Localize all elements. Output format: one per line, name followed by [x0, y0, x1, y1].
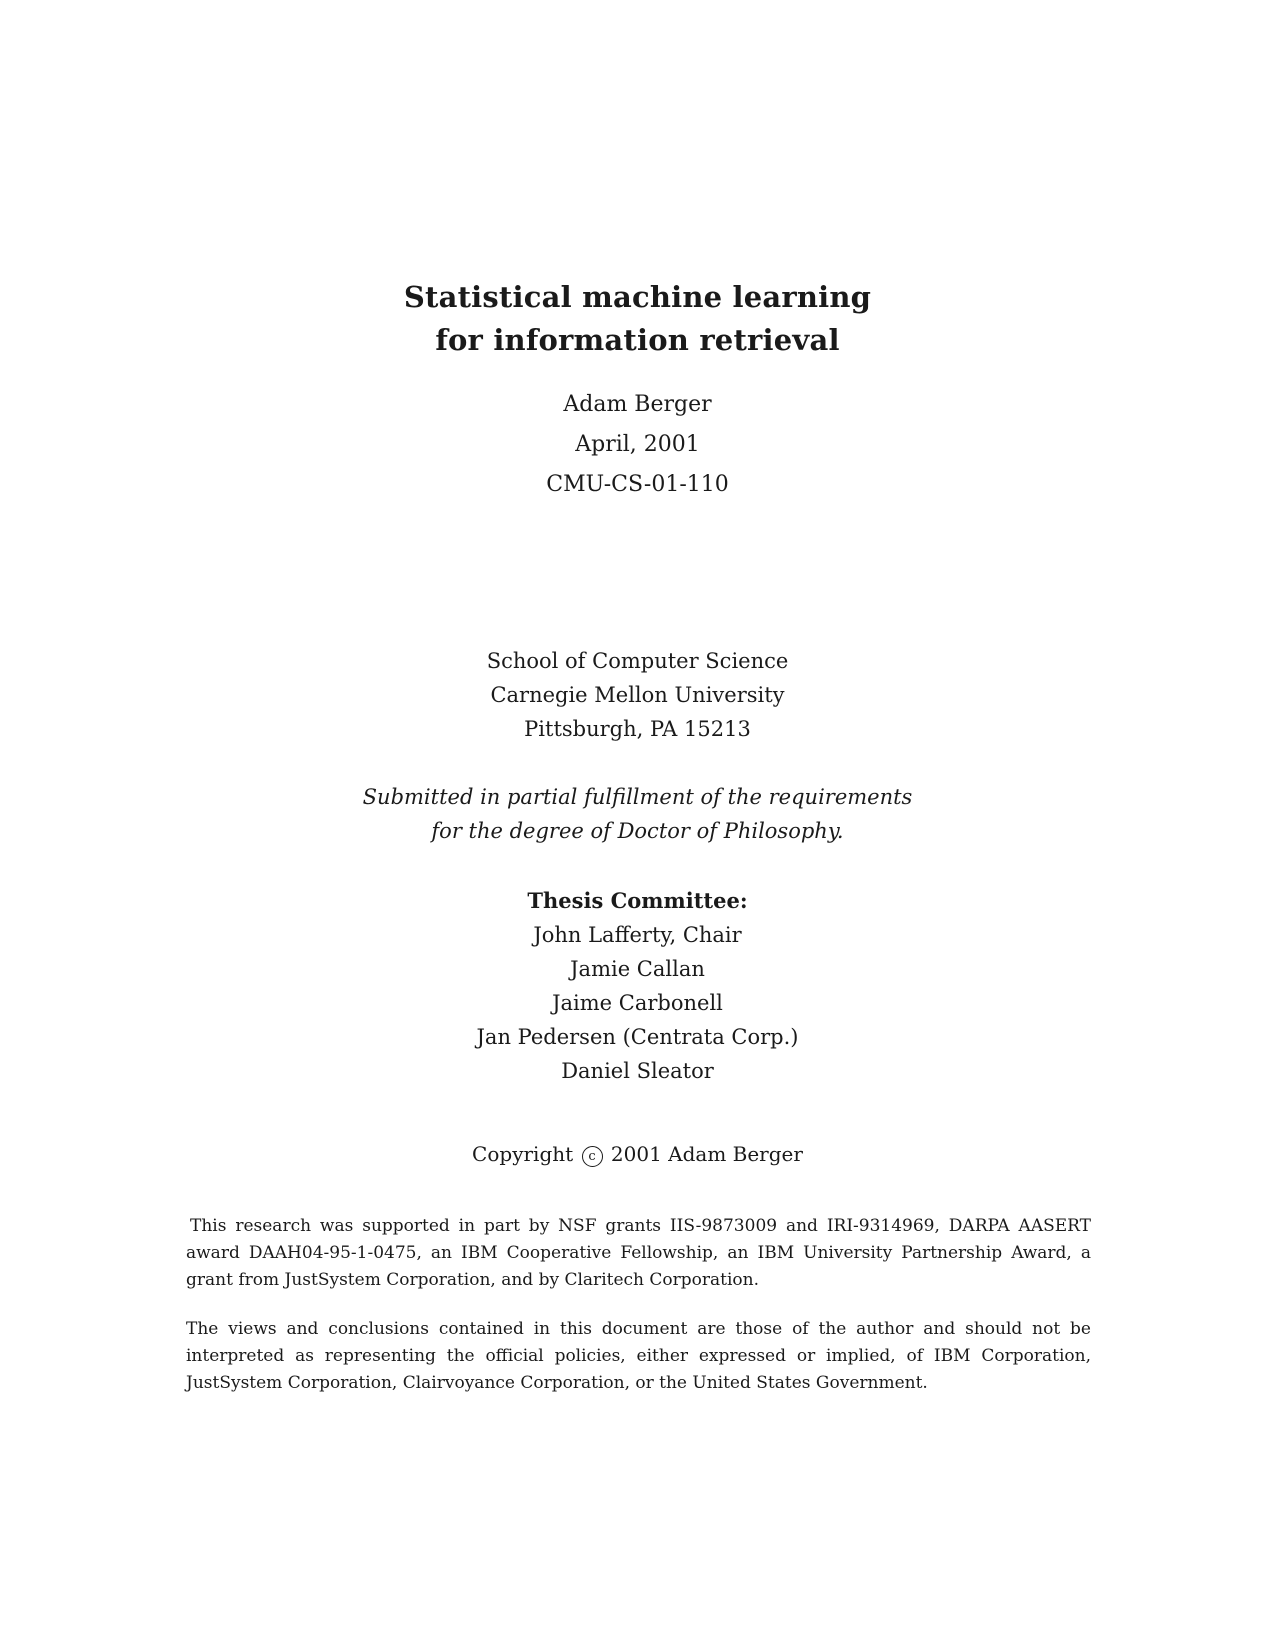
report-number: CMU-CS-01-110: [546, 472, 729, 497]
thesis-title: [0, 276, 1275, 362]
support-paragraph: This research was supported in part by NSF grants IIS-9873009 and IRI-9314969, DARPA AASERT award DAAH04-95-1-0475, an IBM Cooperative Fellowship, an IBM University Partnership Award, a grant from JustSystem Corporation, and by Claritech Corporation.: [186, 1216, 1091, 1290]
address: Pittsburgh, PA 15213: [524, 717, 751, 741]
author-name: Adam Berger: [563, 392, 712, 417]
title-line-1: Statistical machine learning: [403, 280, 872, 314]
copyright-icon: c: [582, 1146, 603, 1167]
committee-member: Daniel Sleator: [561, 1059, 714, 1083]
title-meta: [0, 385, 1275, 505]
committee-heading: Thesis Committee:: [527, 888, 748, 913]
submission-line-2: for the degree of Doctor of Philosophy.: [431, 819, 844, 843]
copyright-notice: [0, 1139, 1275, 1169]
university-name: Carnegie Mellon University: [490, 683, 785, 707]
committee-member: Jamie Callan: [570, 957, 705, 981]
copyright-prefix: Copyright: [472, 1142, 574, 1166]
disclaimer-paragraph: The views and conclusions contained in this document are those of the author and should not be interpreted as representing the official policies, either expressed or implied, of IBM Corporation, JustSystem Corporation, Clairvoyance Corporation, or the United States Government.: [186, 1319, 1091, 1393]
affiliation-block: [0, 644, 1275, 746]
title-line-2: for information retrieval: [435, 323, 840, 357]
submission-statement: [0, 780, 1275, 848]
copyright-holder: 2001 Adam Berger: [610, 1142, 803, 1166]
committee-member: John Lafferty, Chair: [533, 923, 742, 947]
thesis-committee: [0, 884, 1275, 1088]
committee-member: Jaime Carbonell: [552, 991, 723, 1015]
committee-member: Jan Pedersen (Centrata Corp.): [476, 1025, 799, 1049]
publication-date: April, 2001: [575, 432, 700, 457]
school-name: School of Computer Science: [486, 649, 789, 673]
submission-line-1: Submitted in partial fulfillment of the requirements: [362, 785, 913, 809]
